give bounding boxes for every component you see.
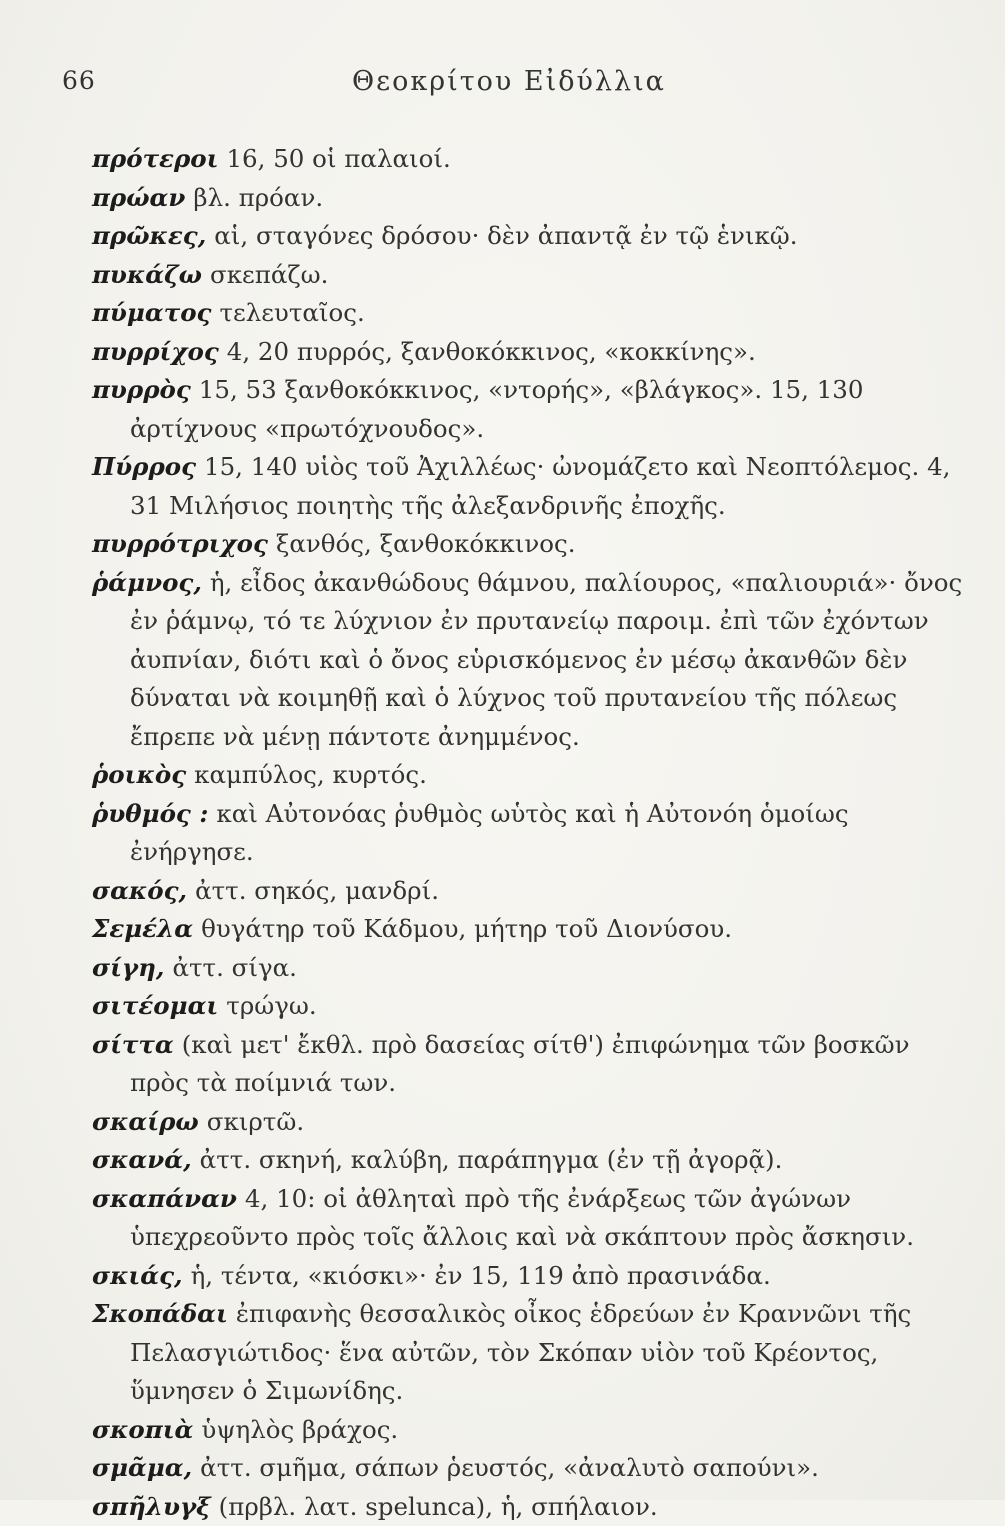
entry-gloss: 4, 10: οἱ ἀθληταὶ πρὸ τῆς ἐνάρξεως τῶν ἀγώνων ὑπεχρεοῦντο πρὸς τοῖς ἄλλοις καὶ νὰ σκάπτουν πρὸς ἄσκησιν.: [130, 1184, 914, 1252]
glossary-entry: [92, 179, 972, 218]
glossary-entry: [92, 1103, 972, 1142]
entry-gloss: (καὶ μετ' ἔκθλ. πρὸ δασείας σίτθ') ἐπιφώνημα τῶν βοσκῶν πρὸς τὰ ποίμνιά των.: [130, 1030, 910, 1098]
glossary-entry: [92, 987, 972, 1026]
entry-lemma: σκαπάναν: [92, 1184, 237, 1213]
glossary-entry: [92, 294, 972, 333]
entry-gloss: 15, 140 υἱὸς τοῦ Ἀχιλλέως· ὠνομάζετο καὶ Νεοπτόλεμος. 4, 31 Μιλήσιος ποιητὴς τῆς ἀλεξανδρινῆς ἐποχῆς.: [130, 452, 950, 520]
entry-lemma: σκιάς,: [92, 1261, 183, 1290]
glossary-entry: [92, 1411, 972, 1450]
entry-lemma: Σκοπάδαι: [92, 1299, 228, 1328]
entry-lemma: πρῶκες,: [92, 221, 206, 250]
entry-gloss: ἡ, εἶδος ἀκανθώδους θάμνου, παλίουρος, «παλιουριά»· ὄνος ἐν ῥάμνῳ, τό τε λύχνιον ἐν πρυτανείῳ παροιμ. ἐπὶ τῶν ἐχόντων ἀυπνίαν, διότι καὶ ὁ ὄνος εὑρισκόμενος ἐν μέσῳ ἀκανθῶν δὲν δύναται νὰ κοιμηθῇ καὶ ὁ λύχνος τοῦ πρυτανείου τῆς πόλεως ἔπρεπε νὰ μένῃ πάντοτε ἀνημμένος.: [130, 568, 962, 751]
glossary-entry: [92, 756, 972, 795]
entry-gloss: σκιρτῶ.: [207, 1107, 304, 1136]
entry-lemma: σακός,: [92, 876, 187, 905]
entry-gloss: θυγάτηρ τοῦ Κάδμου, μήτηρ τοῦ Διονύσου.: [201, 914, 732, 943]
entry-lemma: σμᾶμα,: [92, 1453, 192, 1482]
entry-lemma: Σεμέλα: [92, 914, 193, 943]
running-title: Θεοκρίτου Εἰδύλλια: [352, 66, 666, 97]
entry-lemma: σίττα: [92, 1030, 174, 1059]
entry-gloss: καμπύλος, κυρτός.: [194, 760, 427, 789]
entry-lemma: πυρρίχος: [92, 337, 219, 366]
entry-gloss: βλ. πρόαν.: [193, 183, 323, 212]
glossary-entry: [92, 1449, 972, 1488]
entry-gloss: αἱ, σταγόνες δρόσου· δὲν ἀπαντᾷ ἐν τῷ ἑνικῷ.: [214, 221, 797, 250]
glossary-entry: [92, 525, 972, 564]
entry-lemma: σκαίρω: [92, 1107, 199, 1136]
entry-gloss: 16, 50 οἱ παλαιοί.: [226, 144, 450, 173]
entry-lemma: σίγη,: [92, 953, 164, 982]
glossary-entry: [92, 371, 972, 448]
glossary-entry: [92, 217, 972, 256]
entry-gloss: ἀττ. σκηνή, καλύβη, παράπηγμα (ἐν τῇ ἀγορᾷ).: [200, 1145, 783, 1174]
entry-gloss: ἐπιφανὴς θεσσαλικὸς οἶκος ἑδρεύων ἐν Κραννῶνι τῆς Πελασγιώτιδος· ἕνα αὐτῶν, τὸν Σκόπαν υἱὸν τοῦ Κρέοντος, ὕμνησεν ὁ Σιμωνίδης.: [130, 1299, 911, 1405]
glossary-entry: [92, 1295, 972, 1411]
entry-lemma: πυρρότριχος: [92, 529, 268, 558]
entry-gloss: τελευταῖος.: [219, 298, 364, 327]
entry-gloss: τρώγω.: [226, 991, 316, 1020]
entry-gloss: ἡ, τέντα, «κιόσκι»· ἐν 15, 119 ἀπὸ πρασινάδα.: [191, 1261, 771, 1290]
glossary-entries: [92, 140, 972, 1526]
entry-gloss: καὶ Αὐτονόας ῥυθμὸς ωὑτὸς καὶ ἡ Αὐτονόη ὁμοίως ἐνήργησε.: [130, 799, 849, 867]
entry-lemma: πύματος: [92, 298, 211, 327]
entry-lemma: σιτέομαι: [92, 991, 218, 1020]
entry-lemma: σκανά,: [92, 1145, 192, 1174]
entry-gloss: (πρβλ. λατ. spelunca), ἡ, σπήλαιον.: [219, 1492, 658, 1521]
entry-gloss: ἀττ. σηκός, μανδρί.: [195, 876, 439, 905]
entry-lemma: ῥάμνος,: [92, 568, 202, 597]
entry-gloss: σκεπάζω.: [210, 260, 328, 289]
glossary-entry: [92, 1488, 972, 1526]
entry-lemma: ῥυθμός :: [92, 799, 208, 828]
glossary-entry: [92, 333, 972, 372]
glossary-entry: [92, 910, 972, 949]
glossary-entry: [92, 872, 972, 911]
page-number: 66: [62, 66, 96, 95]
glossary-entry: [92, 1141, 972, 1180]
entry-lemma: ῥοικὸς: [92, 760, 186, 789]
entry-lemma: πρότεροι: [92, 144, 218, 173]
glossary-entry: [92, 949, 972, 988]
glossary-entry: [92, 795, 972, 872]
glossary-entry: [92, 1026, 972, 1103]
glossary-entry: [92, 256, 972, 295]
entry-lemma: σκοπιὰ: [92, 1415, 193, 1444]
entry-gloss: ἀττ. σίγα.: [172, 953, 297, 982]
entry-gloss: ἀττ. σμῆμα, σάπων ῥευστός, «ἀναλυτὸ σαπούνι».: [200, 1453, 819, 1482]
entry-lemma: πυρρὸς: [92, 375, 191, 404]
entry-lemma: σπῆλυγξ: [92, 1492, 211, 1521]
entry-lemma: πρώαν: [92, 183, 185, 212]
glossary-entry: [92, 448, 972, 525]
entry-lemma: πυκάζω: [92, 260, 202, 289]
entry-gloss: 4, 20 πυρρός, ξανθοκόκκινος, «κοκκίνης».: [227, 337, 756, 366]
entry-gloss: ξανθός, ξανθοκόκκινος.: [276, 529, 576, 558]
entry-gloss: 15, 53 ξανθοκόκκινος, «ντορής», «βλάγκος». 15, 130 ἀρτίχνους «πρωτόχνουδος».: [130, 375, 863, 443]
glossary-entry: [92, 140, 972, 179]
glossary-entry: [92, 1257, 972, 1296]
page-header: [62, 66, 942, 106]
glossary-entry: [92, 1180, 972, 1257]
entry-gloss: ὑψηλὸς βράχος.: [201, 1415, 398, 1444]
glossary-entry: [92, 564, 972, 757]
entry-lemma: Πύρρος: [92, 452, 196, 481]
